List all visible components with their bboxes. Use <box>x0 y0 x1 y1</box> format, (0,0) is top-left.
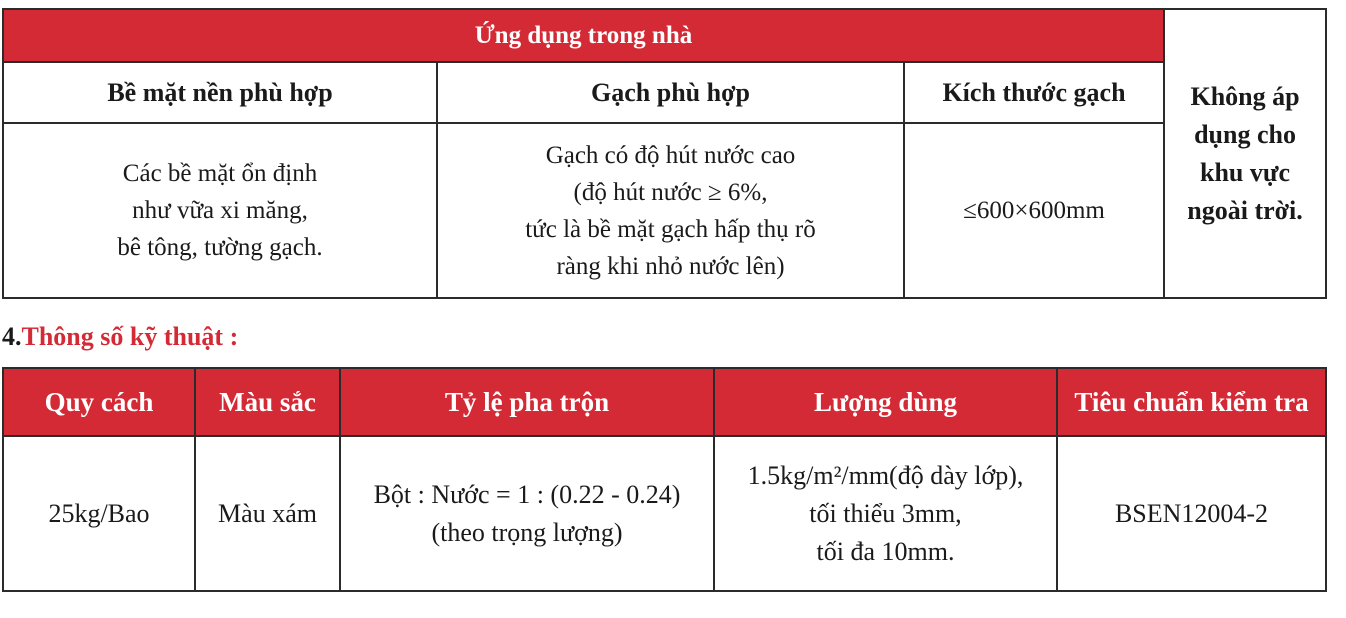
mix-ratio-cell: Bột : Nước = 1 : (0.22 - 0.24) (theo trọng lượng) <box>340 436 714 591</box>
header-color: Màu sắc <box>195 368 340 436</box>
header-usage: Lượng dùng <box>714 368 1057 436</box>
tile-size-cell: ≤600×600mm <box>904 123 1164 298</box>
section-title: Thông số kỹ thuật : <box>21 322 239 351</box>
color-cell: Màu xám <box>195 436 340 591</box>
header-mix-ratio: Tỷ lệ pha trộn <box>340 368 714 436</box>
suitable-surface-cell: Các bề mặt ổn định như vữa xi măng, bê tông, tường gạch. <box>3 123 437 298</box>
indoor-application-table <box>2 8 1327 299</box>
column-header-tile-size: Kích thước gạch <box>904 62 1164 123</box>
technical-spec-table <box>2 367 1327 592</box>
suitable-tile-cell: Gạch có độ hút nước cao (độ hút nước ≥ 6%, tức là bề mặt gạch hấp thụ rõ ràng khi nhỏ nước lên) <box>437 123 904 298</box>
packing-cell: 25kg/Bao <box>3 436 195 591</box>
outdoor-not-applicable-note: Không áp dụng cho khu vực ngoài trời. <box>1164 9 1326 298</box>
column-header-surface: Bề mặt nền phù hợp <box>3 62 437 123</box>
section-number: 4. <box>2 322 22 351</box>
usage-cell: 1.5kg/m²/mm(độ dày lớp), tối thiểu 3mm, tối đa 10mm. <box>714 436 1057 591</box>
indoor-title: Ứng dụng trong nhà <box>3 9 1164 62</box>
column-header-tile: Gạch phù hợp <box>437 62 904 123</box>
standard-cell: BSEN12004-2 <box>1057 436 1326 591</box>
header-standard: Tiêu chuẩn kiểm tra <box>1057 368 1326 436</box>
section-heading <box>2 322 238 352</box>
header-packing: Quy cách <box>3 368 195 436</box>
